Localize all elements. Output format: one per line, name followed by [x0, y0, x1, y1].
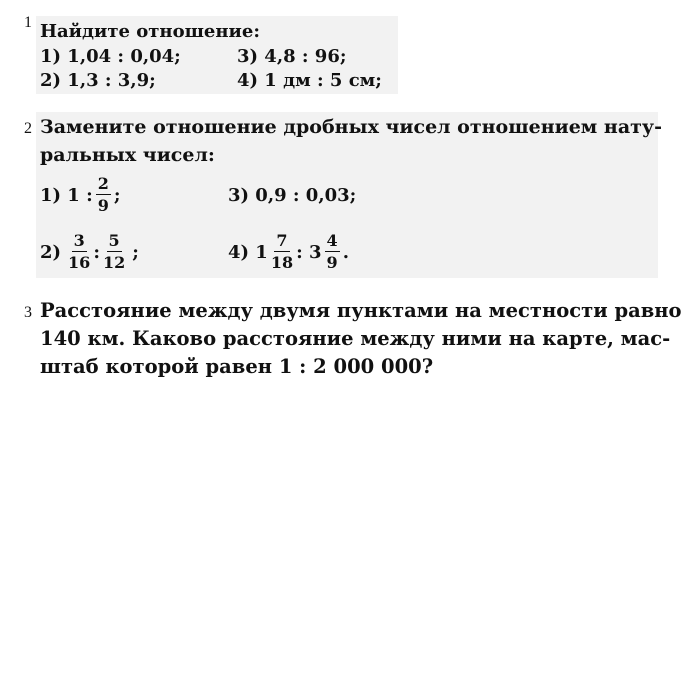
task2-item-4-prefix: 4) 1 — [228, 241, 268, 263]
task1-item-2: 2) 1,3 : 3,9; — [40, 70, 156, 91]
task2-line2: ральных чисел: — [40, 144, 215, 166]
fraction-numerator: 7 — [276, 231, 288, 250]
fraction-numerator: 5 — [108, 231, 120, 250]
task1-item-1: 1) 1,04 : 0,04; — [40, 46, 181, 67]
task2-item-3-text: 3) 0,9 : 0,03; — [228, 184, 357, 206]
fraction-4-9 — [325, 233, 340, 271]
task2-number: 2 — [24, 120, 32, 137]
fraction-denominator: 16 — [68, 253, 91, 272]
task3-line2: 140 км. Каково расстояние между ними на карте, мас- — [40, 327, 671, 350]
fraction-denominator: 9 — [97, 196, 109, 215]
fraction-denominator: 12 — [102, 253, 126, 272]
task3-number: 3 — [24, 304, 32, 321]
task2-item-2-prefix: 2) — [40, 241, 62, 263]
task2-item-1 — [40, 172, 121, 218]
task1-item-3: 3) 4,8 : 96; — [237, 46, 347, 67]
fraction-7-18 — [271, 233, 293, 271]
fraction-3-16 — [68, 233, 90, 271]
task2-item-3 — [228, 172, 356, 218]
task2-item-4-sep: : 3 — [296, 241, 322, 263]
fraction-denominator: 18 — [270, 253, 294, 272]
task3-line3: штаб которой равен 1 : 2 000 000? — [40, 355, 434, 378]
fraction-denominator: 9 — [326, 253, 338, 272]
task2-item-2-sep: : — [93, 241, 100, 263]
task1-item-4: 4) 1 дм : 5 см; — [237, 70, 382, 91]
task2-item-2 — [40, 228, 139, 276]
fraction-numerator: 4 — [326, 231, 338, 250]
task2-item-4 — [228, 228, 349, 276]
task2-item-1-prefix: 1) 1 : — [40, 184, 93, 206]
task2-item-4-suffix: . — [342, 241, 349, 263]
task2-line1: Замените отношение дробных чисел отношением нату- — [40, 116, 662, 138]
task1-title: Найдите отношение: — [40, 21, 260, 42]
fraction-numerator: 2 — [97, 174, 109, 193]
task2-item-1-suffix: ; — [113, 184, 121, 206]
task1-number: 1 — [24, 14, 32, 31]
fraction-2-9 — [96, 176, 111, 214]
task2-item-2-suffix: ; — [132, 241, 139, 263]
fraction-numerator: 3 — [73, 231, 85, 250]
task3-line1: Расстояние между двумя пунктами на местности равно — [40, 299, 682, 322]
fraction-5-12 — [103, 233, 125, 271]
